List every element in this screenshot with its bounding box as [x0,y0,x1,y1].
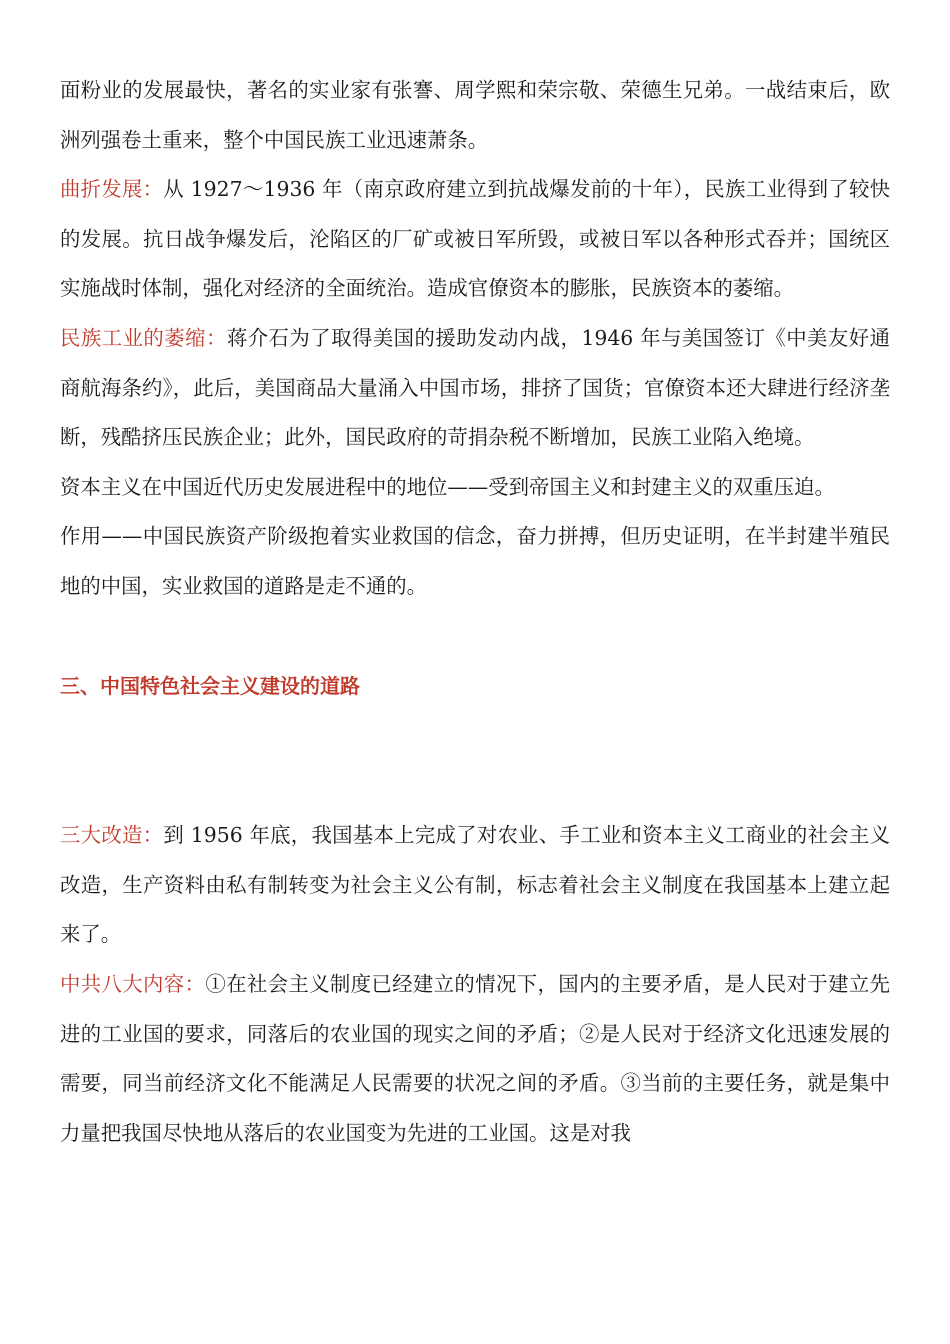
paragraph-term: 曲折发展： [60,177,164,202]
paragraph-eighth-congress [60,960,890,1158]
spacer [60,711,890,811]
paragraph-twisted-development [60,165,890,314]
paragraph-text: 作用——中国民族资产阶级抱着实业救国的信念，奋力拼搏，但历史证明，在半封建半殖民地的中国，实业救国的道路是走不通的。 [60,524,890,598]
spacer [60,612,890,662]
paragraph-term: 三大改造： [60,823,164,848]
paragraph-capitalism-status [60,463,890,513]
paragraph-text: 资本主义在中国近代历史发展进程中的地位——受到帝国主义和封建主义的双重压迫。 [60,474,835,499]
paragraph-text: 蒋介石为了取得美国的援助发动内战，1946 年与美国签订《中美友好通商航海条约》，此后，美国商品大量涌入中国市场，排挤了国货；官僚资本还大肆进行经济垄断，残酷挤压民族企业；此外，国民政府的苛捐杂税不断增加，民族工业陷入绝境。 [60,325,891,450]
section-heading: 三、中国特色社会主义建设的道路 [60,673,360,698]
paragraph-industry-decline [60,314,890,463]
document-page [60,66,890,1158]
paragraph-term: 中共八大内容： [60,971,206,996]
paragraph-term: 民族工业的萎缩： [60,325,227,350]
paragraph-capitalism-role [60,512,890,611]
paragraph-text: 到 1956 年底，我国基本上完成了对农业、手工业和资本主义工商业的社会主义改造，生产资料由私有制转变为社会主义公有制，标志着社会主义制度在我国基本上建立起来了。 [60,823,890,947]
paragraph-flour-industry [60,66,890,165]
paragraph-text: 面粉业的发展最快，著名的实业家有张謇、周学熙和荣宗敬、荣德生兄弟。一战结束后，欧洲列强卷土重来，整个中国民族工业迅速萧条。 [60,78,890,152]
paragraph-text: 从 1927～1936 年（南京政府建立到抗战爆发前的十年），民族工业得到了较快的发展。抗日战争爆发后，沦陷区的厂矿或被日军所毁，或被日军以各种形式吞并；国统区实施战时体制，强化对经济的全面统治。造成官僚资本的膨胀，民族资本的萎缩。 [60,177,891,301]
paragraph-three-transformations [60,811,890,960]
paragraph-text: ①在社会主义制度已经建立的情况下，国内的主要矛盾，是人民对于建立先进的工业国的要求，同落后的农业国的现实之间的矛盾；②是人民对于经济文化迅速发展的需要，同当前经济文化不能满足人民需要的状况之间的矛盾。③当前的主要任务，就是集中力量把我国尽快地从落后的农业国变为先进的工业国。这是对我 [60,971,891,1145]
